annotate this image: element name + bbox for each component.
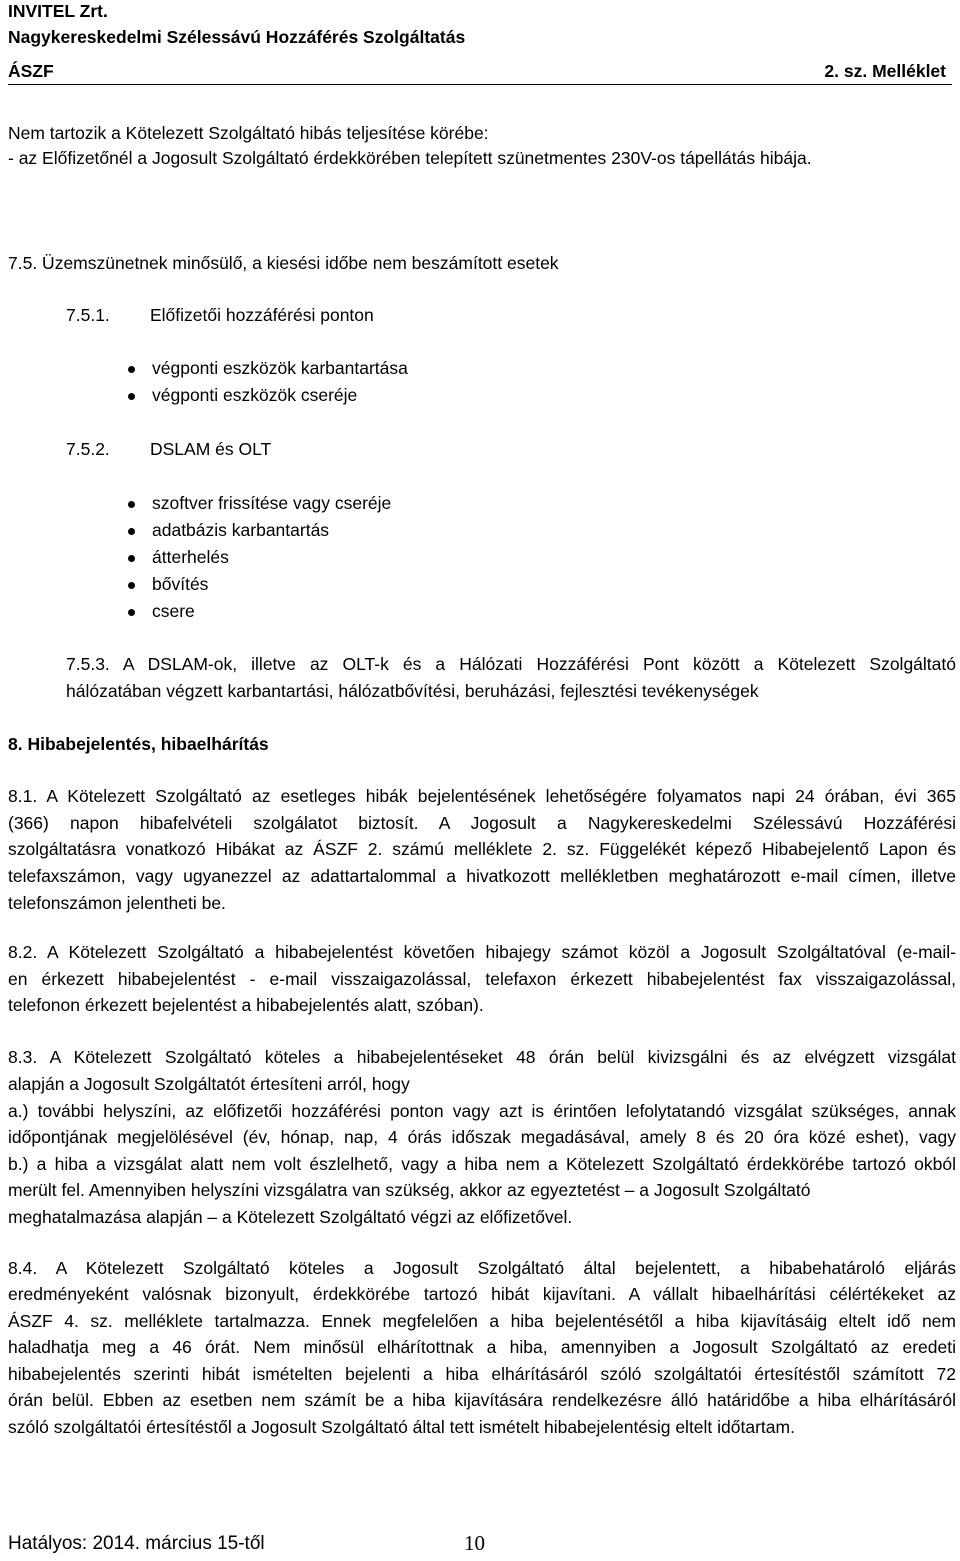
paragraph-8-1-line: szolgáltatásra vonatkozó Hibákat az ÁSZF 2. számú melléklete 2. sz. Függelékét képező Hibabejelentő Lapon és xyxy=(8,839,956,859)
header-service: Nagykereskedelmi Szélessávú Hozzáférés Szolgáltatás xyxy=(8,27,466,47)
bullet-icon xyxy=(128,528,135,535)
section-7-5-3-line-2: hálózatában végzett karbantartási, hálózatbővítési, beruházási, fejlesztési tevékenységek xyxy=(66,681,759,701)
paragraph-8-4-line: ÁSZF 4. sz. melléklete tartalmazza. Ennek megfelelően a hiba bejelentésétől a hiba kijavításáig eltelt idő nem xyxy=(8,1311,956,1331)
paragraph-8-3-line: merült fel. Amennyiben helyszíni vizsgálatra van szükség, akkor az egyeztetést – a Jogosult Szolgáltató xyxy=(8,1180,811,1200)
paragraph-8-2-line: telefonon érkezett bejelentést a hibabejelentés alatt, szóban). xyxy=(8,995,484,1015)
section-7-5-3-line-1: 7.5.3. A DSLAM-ok, illetve az OLT-k és a Hálózati Hozzáférési Pont között a Kötelezett Szolgáltató xyxy=(66,654,956,674)
paragraph-8-4-line: szóló szolgáltatói értesítéstől a Jogosult Szolgáltató által tett ismételt hibabejelentésig eltelt időtartam. xyxy=(8,1417,795,1437)
bullet-icon xyxy=(128,609,135,616)
footer-effective-date: Hatályos: 2014. március 15-től xyxy=(8,1533,265,1554)
list-item: bővítés xyxy=(152,574,209,594)
header-company: INVITEL Zrt. xyxy=(8,1,108,21)
section-7-5-1-number: 7.5.1. xyxy=(66,305,110,325)
paragraph-8-4-line: eredményeként valósnak bizonyult, érdekkörébe tartozó hibát kijavítani. A vállalt hibaelhárítási célértékeket az xyxy=(8,1284,956,1304)
paragraph-8-4-line: hibabejelentés szerinti hibát ismételten bejelenti a hiba elhárításáról szóló szolgáltatói értesítéstől számított 72 xyxy=(8,1364,956,1384)
paragraph-8-1-line: 8.1. A Kötelezett Szolgáltató az esetleges hibák bejelentésének lehetőségére folyamatos napi 24 órában, évi 365 xyxy=(8,786,956,806)
paragraph-8-3-line: b.) a hiba a vizsgálat alatt nem volt észlelhető, vagy a hiba nem a Kötelezett Szolgáltató érdekkörébe tartozó okból xyxy=(8,1154,956,1174)
paragraph-8-4-line: haladhatja meg a 46 órát. Nem minősül elhárítottnak a hiba, amennyiben a Jogosult Szolgáltató az eredeti xyxy=(8,1337,956,1357)
intro-line-1: Nem tartozik a Kötelezett Szolgáltató hibás teljesítése körébe: xyxy=(8,123,489,143)
paragraph-8-3-line: meghatalmazása alapján – a Kötelezett Szolgáltató végzi az előfizetővel. xyxy=(8,1207,573,1227)
header-doc: ÁSZF xyxy=(8,61,54,81)
bullet-icon xyxy=(128,582,135,589)
header-rule xyxy=(8,84,952,85)
page-number: 10 xyxy=(464,1531,485,1555)
list-item: adatbázis karbantartás xyxy=(152,520,330,540)
section-7-5-2-title: DSLAM és OLT xyxy=(150,439,272,459)
section-7-5-heading: 7.5. Üzemszünetnek minősülő, a kiesési időbe nem beszámított esetek xyxy=(8,253,559,273)
paragraph-8-1-line: (366) napon hibafelvételi szolgálatot biztosít. A Jogosult a Nagykereskedelmi Szélessávú Hozzáférési xyxy=(8,813,956,833)
paragraph-8-3-line: időpontjának megjelölésével (év, hónap, nap, 4 órás időszak megadásával, amely 8 és 20 óra közé eshet), vagy xyxy=(8,1127,956,1147)
paragraph-8-4-line: 8.4. A Kötelezett Szolgáltató köteles a Jogosult Szolgáltató által bejelentett, a hibabehatároló eljárás xyxy=(8,1258,956,1278)
section-7-5-1-title: Előfizetői hozzáférési ponton xyxy=(150,305,374,325)
list-item: végponti eszközök karbantartása xyxy=(152,358,408,378)
paragraph-8-1-line: telefonszámon jelentheti be. xyxy=(8,893,226,913)
bullet-icon xyxy=(128,366,135,373)
paragraph-8-2-line: en érkezett hibabejelentést - e-mail visszaigazolással, telefaxon érkezett hibabejelentést fax visszaigazolással, xyxy=(8,969,956,989)
section-8-heading: 8. Hibabejelentés, hibaelhárítás xyxy=(8,734,269,754)
list-item: szoftver frissítése vagy cseréje xyxy=(152,493,392,513)
list-item: végponti eszközök cseréje xyxy=(152,385,358,405)
paragraph-8-1-line: telefaxszámon, vagy ugyanezzel az adattartalommal a hivatkozott mellékletben meghatározott e-mail címen, illetve xyxy=(8,866,956,886)
bullet-icon xyxy=(128,501,135,508)
intro-line-2: - az Előfizetőnél a Jogosult Szolgáltató érdekkörében telepített szünetmentes 230V-os tápellátás hibája. xyxy=(8,148,812,168)
list-item: átterhelés xyxy=(152,547,229,567)
paragraph-8-2-line: 8.2. A Kötelezett Szolgáltató a hibabejelentést követően hibajegy számot közöl a Jogosult Szolgáltatóval (e-mail- xyxy=(8,942,956,962)
section-7-5-2-number: 7.5.2. xyxy=(66,439,110,459)
paragraph-8-3-line: 8.3. A Kötelezett Szolgáltató köteles a hibabejelentéseket 48 órán belül kivizsgálni és az elvégzett vizsgálat xyxy=(8,1047,956,1067)
header-attachment: 2. sz. Melléklet xyxy=(824,61,946,81)
list-item: csere xyxy=(152,601,195,621)
paragraph-8-3-line: a.) további helyszíni, az előfizetői hozzáférési ponton vagy azt is érintően lefolytatandó vizsgálat szükséges, annak xyxy=(8,1101,956,1121)
bullet-icon xyxy=(128,555,135,562)
bullet-icon xyxy=(128,393,135,400)
paragraph-8-3-line: alapján a Jogosult Szolgáltatót értesíteni arról, hogy xyxy=(8,1074,410,1094)
paragraph-8-4-line: órán belül. Ebben az esetben nem számít be a hiba kijavítására rendelkezésre álló határidőbe a hiba elhárításáról xyxy=(8,1390,956,1410)
